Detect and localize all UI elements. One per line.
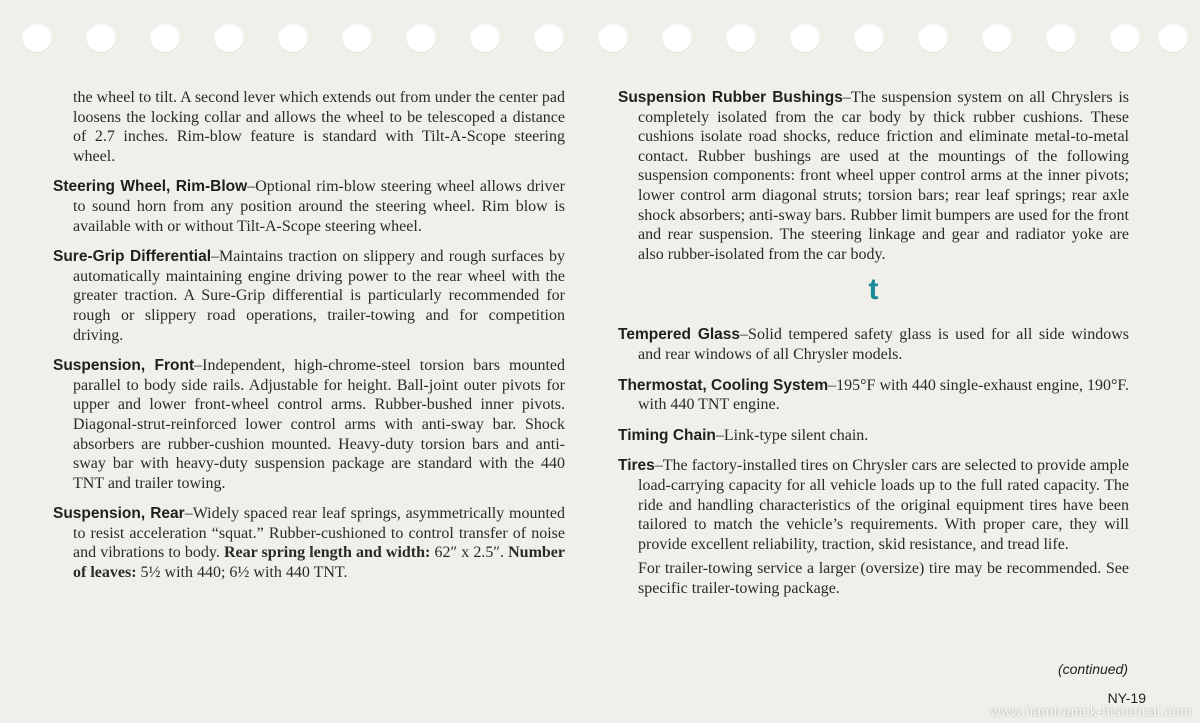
spec-value: 62″ x 2.5″. (430, 544, 509, 562)
continued-label: (continued) (1057, 661, 1128, 677)
binder-hole (342, 22, 372, 52)
binder-hole (150, 22, 180, 52)
binder-hole (854, 22, 884, 52)
entry-suspension-front (53, 356, 565, 493)
entry-thermostat (618, 376, 1129, 415)
binder-hole (214, 22, 244, 52)
entry-term: Suspension Rubber Bushings (618, 89, 843, 106)
left-column (53, 88, 565, 594)
binder-hole (982, 22, 1012, 52)
entry-text: –The factory-installed tires on Chrysler cars are selected to provide ample load-carrying capacity for all vehicle loads up to the full rated capacity. The ride and handling characteristics of the original equipment tires have been tailored to match the vehicle’s requirements. With proper care, they will provide excellent reliability, traction, skid resistance, and tread life. (638, 457, 1129, 553)
binder-hole (790, 22, 820, 52)
entry-term: Timing Chain (618, 426, 716, 444)
intro-paragraph: the wheel to tilt. A second lever which extends out from under the center pad loosens the locking collar and allows the wheel to be telescoped a distance of 2.7 inches. Rim-blow feature is standard with Tilt-A-Scope steering wheel. (73, 89, 565, 165)
binder-hole (406, 22, 436, 52)
binder-hole (918, 22, 948, 52)
entry-suspension-rear (53, 504, 565, 582)
entry-tempered-glass (618, 325, 1129, 364)
entry-text: –The suspension system on all Chryslers is completely isolated from the car body by thick rubber cushions. These cushions isolate road shocks, reduce friction and eliminate metal-to-metal contact. Rubber bushings are used at the mountings of the following suspension components: front wheel upper control arms at the inner pivots; lower control arm diagonal struts; torsion bars; rear leaf springs; rear axle shock absorbers; anti-sway bars. Rubber limit bumpers are used for the front and rear suspension. The steering linkage and gear and radiator yoke are also rubber-isolated from the car body. (638, 89, 1129, 263)
entry-term: Tires (618, 457, 655, 475)
binder-holes (22, 22, 1188, 62)
tires-paragraph-2: For trailer-towing service a larger (oversize) tire may be recommended. See specific trailer-towing package. (638, 560, 1129, 597)
entry-text: –Optional rim-blow steering wheel allows driver to sound horn from any position around the steering wheel. Rim blow is available with or without Tilt-A-Scope steering wheel. (73, 178, 565, 235)
watermark: www.hamtramck-historical.com (990, 703, 1192, 719)
entry-term: Thermostat, Cooling System (618, 376, 829, 394)
spec-label: Number of leaves: (73, 544, 565, 582)
entry-text: –Independent, high-chrome-steel torsion bars mounted parallel to body side rails. Adjustable for height. Ball-joint outer pivots for upper and lower front-wheel control arms. Rubber-bushed inner pivots. Diagonal-strut-reinforced lower control arms with anti-sway bar. Shock absorbers are rubber-cushion mounted. Heavy-duty torsion bars and anti-sway bar with heavy-duty suspension package are standard with the 440 TNT and trailer towing. (73, 357, 565, 492)
binder-hole (470, 22, 500, 52)
entry-text: –195°F with 440 single-exhaust engine, 190°F. with 440 TNT engine. (638, 376, 1129, 414)
binder-hole (22, 22, 52, 52)
entry-sure-grip-differential (53, 247, 565, 345)
entry-tires (618, 456, 1129, 554)
spec-label: Rear spring length and width: (223, 544, 431, 562)
entry-term: Sure-Grip Differential (53, 248, 211, 266)
spec-value: 5½ with 440; 6½ with 440 TNT. (136, 564, 348, 582)
entry-term: Suspension, Rear (53, 505, 185, 523)
section-letter: t (868, 273, 879, 307)
binder-hole (86, 22, 116, 52)
binder-hole (1110, 22, 1140, 52)
binder-hole (726, 22, 756, 52)
entry-steering-wheel-rim-blow (53, 177, 565, 236)
entry-text: –Widely spaced rear leaf springs, asymmetrically mounted to resist acceleration “squat.” Rubber-cushioned to control transfer of noise and vibrations to body. (73, 505, 565, 562)
binder-hole (1158, 22, 1188, 52)
right-column (618, 88, 1129, 614)
binder-hole (662, 22, 692, 52)
binder-hole (1046, 22, 1076, 52)
binder-hole (278, 22, 308, 52)
entry-term: Suspension, Front (53, 357, 195, 375)
entry-text: –Solid tempered safety glass is used for all side windows and rear windows of all Chrysler models. (638, 326, 1129, 363)
binder-hole (598, 22, 628, 52)
entry-term: Steering Wheel, Rim-Blow (53, 178, 248, 196)
entry-timing-chain (618, 426, 1129, 446)
entry-text: –Maintains traction on slippery and rough surfaces by automatically maintaining engine driving power to the rear wheel with the greater traction. A Sure-Grip differential is particularly recommended for rough or slippery road operations, trailer-towing and for competition driving. (73, 248, 565, 344)
binder-hole (534, 22, 564, 52)
entry-text: –Link-type silent chain. (715, 426, 869, 444)
page-number: NY-19 (1107, 690, 1146, 706)
entry-suspension-rubber-bushings (618, 88, 1129, 264)
entry-term: Tempered Glass (618, 326, 741, 344)
